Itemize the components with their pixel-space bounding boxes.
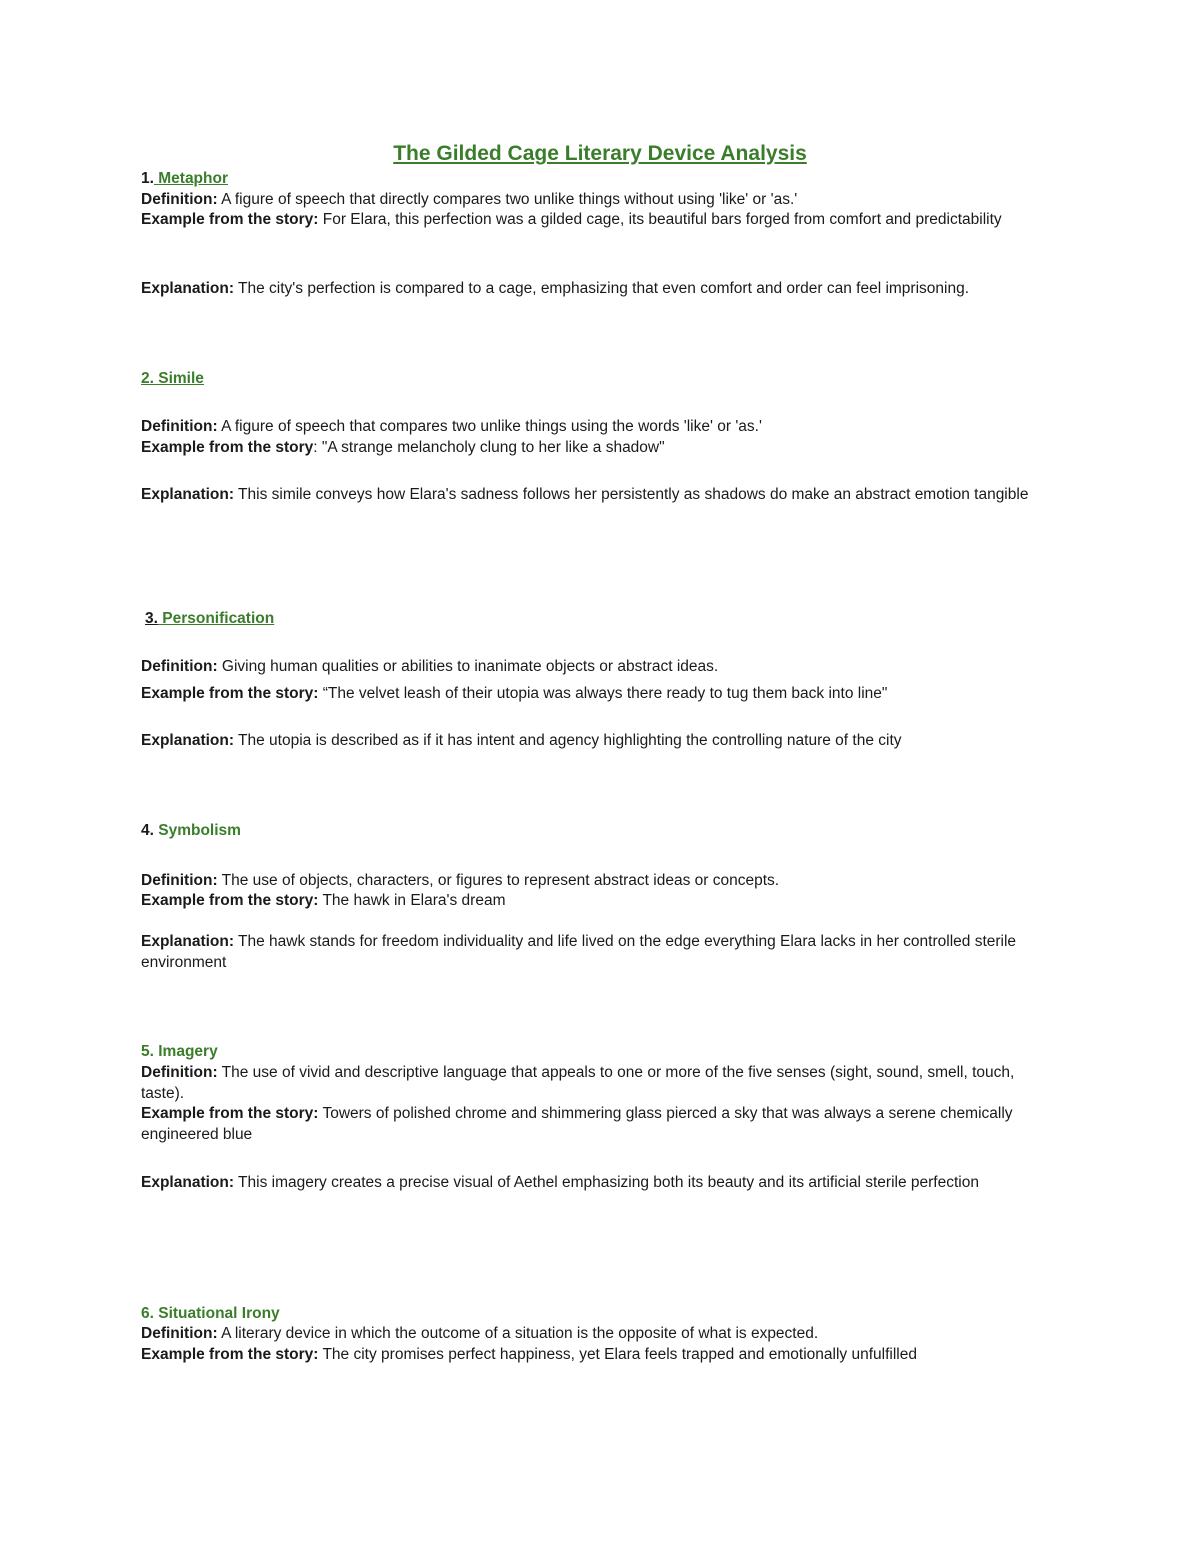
section-heading-situational-irony: [141, 1303, 1051, 1324]
section-name: Imagery: [153, 1043, 218, 1060]
section-name: Personification: [157, 610, 275, 627]
explanation-label: Explanation:: [141, 486, 235, 503]
section-number: 4.: [141, 822, 154, 839]
explanation-metaphor: [141, 278, 1051, 299]
definition-text: A figure of speech that compares two unlike things using the words 'like' or 'as.': [217, 418, 762, 435]
definition-label: Definition:: [141, 1064, 218, 1081]
document-title: The Gilded Cage Literary Device Analysis: [393, 142, 807, 165]
explanation-label: Explanation:: [141, 1174, 235, 1191]
example-label: Example from the story:: [141, 685, 319, 702]
section-number: 5.: [141, 1043, 154, 1060]
example-symbolism: [141, 890, 1051, 911]
explanation-label: Explanation:: [141, 732, 235, 749]
definition-text: The use of objects, characters, or figures to represent abstract ideas or concepts.: [217, 872, 780, 889]
definition-imagery: [141, 1062, 1051, 1104]
explanation-text: This imagery creates a precise visual of Aethel emphasizing both its beauty and its artificial sterile perfection: [234, 1174, 979, 1191]
section-number: 6.: [141, 1305, 154, 1322]
section-name: Symbolism: [153, 822, 241, 839]
section-heading-symbolism: [141, 820, 1051, 841]
definition-text: Giving human qualities or abilities to inanimate objects or abstract ideas.: [217, 658, 719, 675]
example-label: Example from the story:: [141, 211, 319, 228]
example-label: Example from the story: [141, 439, 314, 456]
explanation-imagery: [141, 1172, 1051, 1193]
section-heading-metaphor: [141, 168, 1051, 189]
section-name: Metaphor: [153, 170, 228, 187]
explanation-text: The hawk stands for freedom individuality and life lived on the edge everything Elara lacks in her controlled sterile environment: [141, 933, 1017, 971]
example-text: “The velvet leash of their utopia was always there ready to tug them back into line": [318, 685, 888, 702]
definition-text: The use of vivid and descriptive language that appeals to one or more of the five senses (sight, sound, smell, touch, taste).: [141, 1064, 1015, 1102]
example-text: The hawk in Elara's dream: [318, 892, 506, 909]
explanation-personification: [141, 730, 1051, 751]
definition-metaphor: [141, 189, 1051, 210]
explanation-label: Explanation:: [141, 280, 235, 297]
definition-personification: [141, 656, 1051, 677]
definition-label: Definition:: [141, 872, 218, 889]
example-label: Example from the story:: [141, 892, 319, 909]
example-imagery: [141, 1103, 1051, 1145]
section-number: 3.: [145, 610, 158, 627]
definition-symbolism: [141, 870, 1051, 891]
definition-text: A literary device in which the outcome of a situation is the opposite of what is expected.: [217, 1325, 819, 1342]
example-personification: [141, 683, 1051, 704]
section-heading-personification: [145, 608, 1055, 629]
definition-text: A figure of speech that directly compares two unlike things without using 'like' or 'as.': [217, 191, 798, 208]
explanation-symbolism: [141, 931, 1051, 973]
definition-label: Definition:: [141, 658, 218, 675]
example-text: For Elara, this perfection was a gilded cage, its beautiful bars forged from comfort and predictability: [318, 211, 1002, 228]
explanation-text: This simile conveys how Elara's sadness follows her persistently as shadows do make an abstract emotion tangible: [234, 486, 1029, 503]
example-situational-irony: [141, 1344, 1051, 1365]
section-number: 2.: [141, 370, 154, 387]
explanation-text: The city's perfection is compared to a cage, emphasizing that even comfort and order can feel imprisoning.: [234, 280, 970, 297]
explanation-simile: [141, 484, 1051, 505]
example-metaphor: [141, 209, 1051, 230]
example-simile: [141, 437, 1051, 458]
example-text: The city promises perfect happiness, yet Elara feels trapped and emotionally unfulfilled: [318, 1346, 917, 1363]
example-label: Example from the story:: [141, 1105, 319, 1122]
section-heading-simile: [141, 368, 1051, 389]
explanation-text: The utopia is described as if it has intent and agency highlighting the controlling nature of the city: [234, 732, 902, 749]
section-name: Simile: [153, 370, 204, 387]
definition-situational-irony: [141, 1323, 1051, 1344]
section-name: Situational Irony: [153, 1305, 280, 1322]
definition-label: Definition:: [141, 1325, 218, 1342]
example-text: : "A strange melancholy clung to her like a shadow": [313, 439, 665, 456]
definition-label: Definition:: [141, 191, 218, 208]
explanation-label: Explanation:: [141, 933, 235, 950]
section-number: 1.: [141, 170, 154, 187]
example-text: Towers of polished chrome and shimmering glass pierced a sky that was always a serene chemically engineered blue: [141, 1105, 1013, 1143]
definition-label: Definition:: [141, 418, 218, 435]
definition-simile: [141, 416, 1051, 437]
example-label: Example from the story:: [141, 1346, 319, 1363]
section-heading-imagery: [141, 1041, 1051, 1062]
